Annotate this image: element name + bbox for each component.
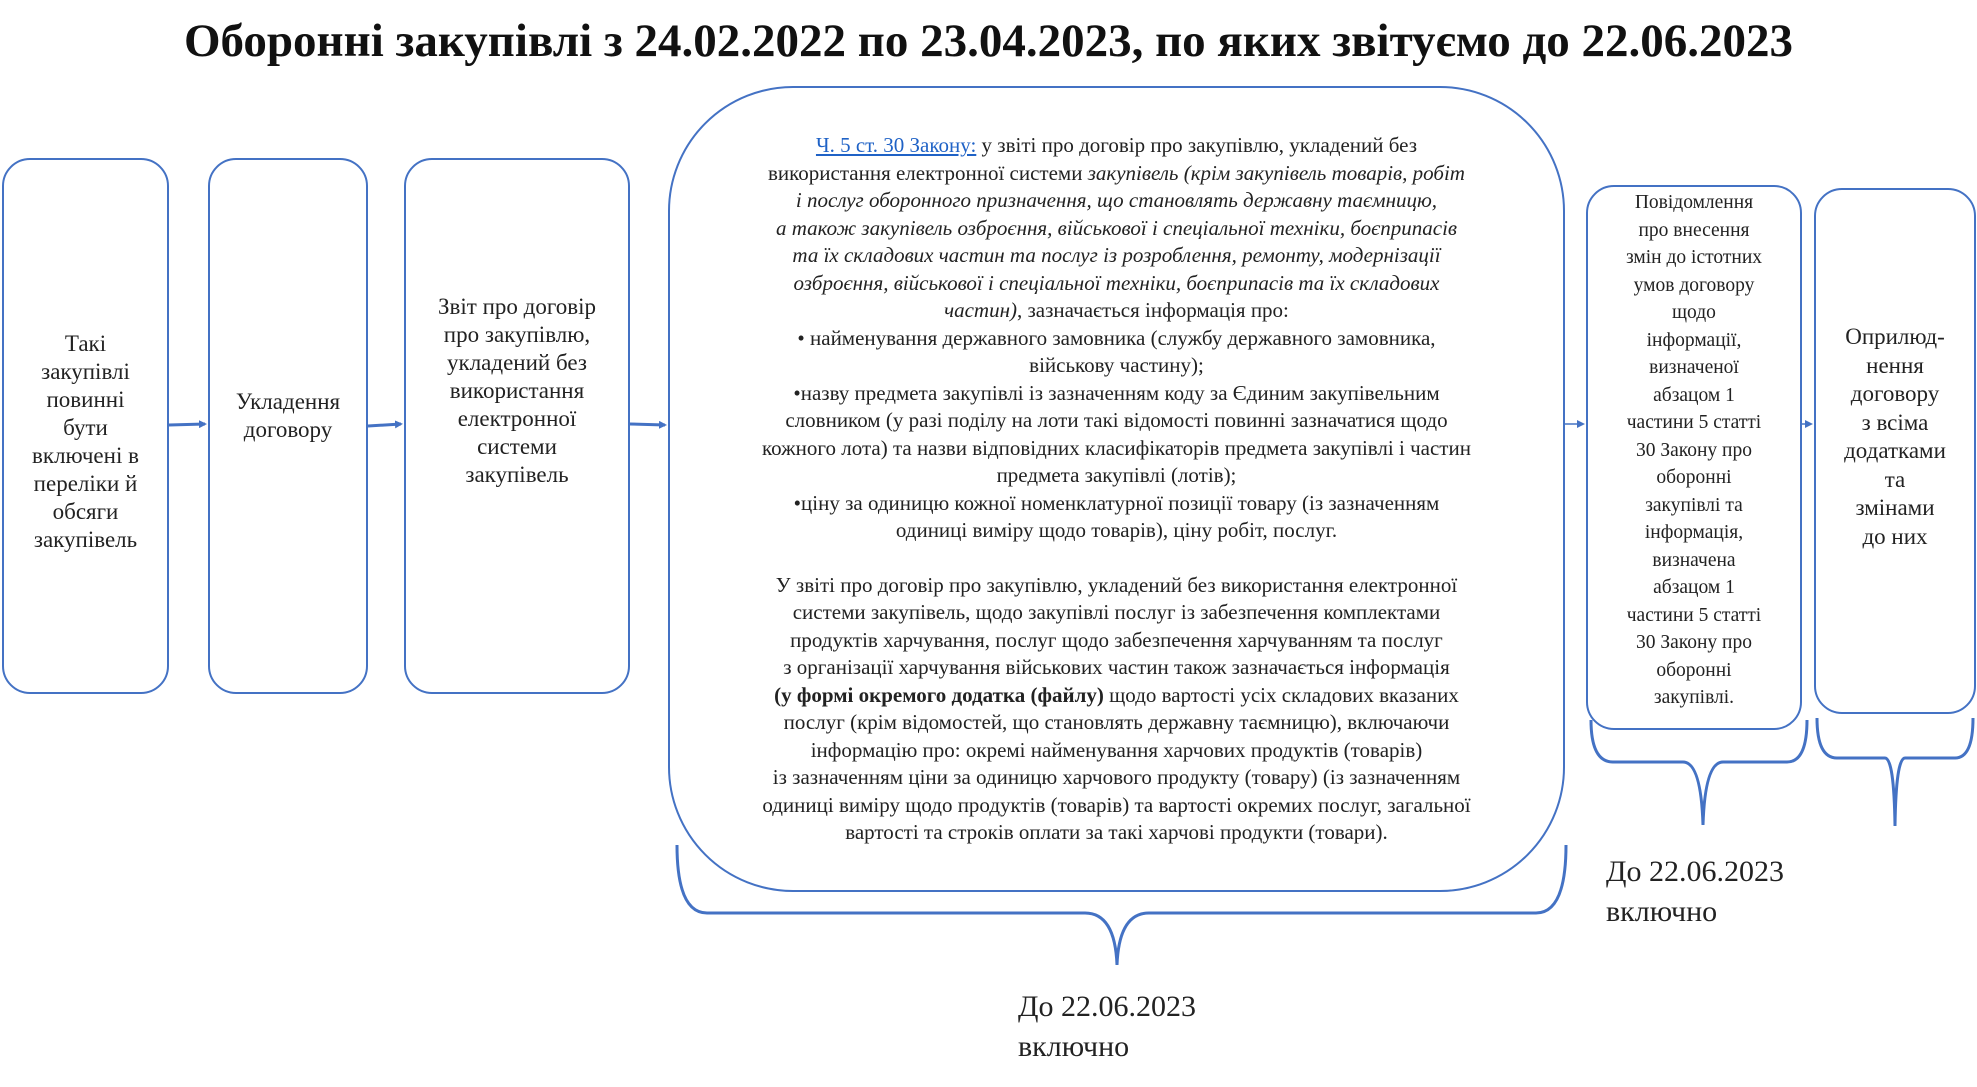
brace-right <box>1817 718 1973 826</box>
arrow-3-4 <box>630 424 665 425</box>
box-publication: Оприлюд- нення договору з всіма додатками та змінами до них <box>1814 188 1976 714</box>
brace-center <box>1591 720 1807 825</box>
arrow-2-3 <box>368 424 401 426</box>
page-title: Оборонні закупівлі з 24.02.2022 по 23.04.2023, по яких звітуємо до 22.06.2023 <box>183 15 1794 67</box>
box-procurement-plan: Такі закупівлі повинні бути включені в переліки й обсяги закупівель <box>2 158 169 694</box>
bullet-line: • найменування державного замовника (службу державного замовника, <box>797 325 1436 350</box>
box-change-notice: Повідомлення про внесення змін до істотних умов договору щодо інформації, визначеної абзацом 1 частини 5 статті 30 Закону про оборонні закупівлі та інформація, визначена абзацом 1 частини 5 статті 30 Закону про оборонні закупівлі. <box>1586 185 1802 730</box>
arrow-1-2 <box>169 424 205 425</box>
box-contract-report: Звіт про договір про закупівлю, укладений без використання електронної системи закупівель <box>404 158 630 694</box>
box-contract-signing: Укладення договору <box>208 158 368 694</box>
box-law-details: Ч. 5 ст. 30 Закону: у звіті про договір про закупівлю, укладений без використання електронної системи закупівель (крім закупівель товарів, робіт і послуг оборонного призначення, що становлять державну таємницю, а також закупівель озброєння, військової і спеціальної техніки, боєприпасів та їх складових частин та послуг із розроблення, ремонту, модернізації озброєння, військової і спеціальної техніки, боєприпасів та їх складових частин), зазначається інформація про: • найменування державного замовника (службу державного замовника, військову частину); •назву предмета закупівлі із зазначенням коду за Єдиним закупівельним словником (у разі поділу на лоти такі відомості повинні зазначатися щодо кожного лота) та назви відповідних класифікаторів предмета закупівлі і частин предмета закупівлі (лотів); •ціну за одиницю кожної номенклатурної позиції товару (із зазначенням одиниці виміру щодо товарів), ціну робіт, послуг. У звіті про договір про закупівлю, укладений без використання електронної системи закупівель, щодо закупівлі послуг із забезпечення комплектами продуктів харчування, послуг щодо забезпечення харчуванням та послуг з організації харчування військових частин також зазначається інформація (у формі окремого додатка (файлу) щодо вартості усіх складових вказаних послуг (крім відомостей, що становлять державну таємницю), включаючи інформацію про: окремі найменування харчових продуктів (товарів) із зазначенням ціни за одиницю харчового продукту (товару) (із зазначенням одиниці виміру щодо продуктів (товарів) та вартості окремих послуг, загальної вартості та строків оплати за такі харчові продукти (товари). <box>668 86 1565 892</box>
bullet-line: •ціну за одиницю кожної номенклатурної позиції товару (із зазначенням <box>793 490 1440 515</box>
deadline-caption-left: До 22.06.2023 включно <box>1018 990 1196 1063</box>
bullet-line: •назву предмета закупівлі із зазначенням коду за Єдиним закупівельним <box>793 380 1440 405</box>
deadline-caption-right: До 22.06.2023 включно <box>1606 855 1784 928</box>
law-link[interactable]: Ч. 5 ст. 30 Закону: <box>815 133 977 157</box>
